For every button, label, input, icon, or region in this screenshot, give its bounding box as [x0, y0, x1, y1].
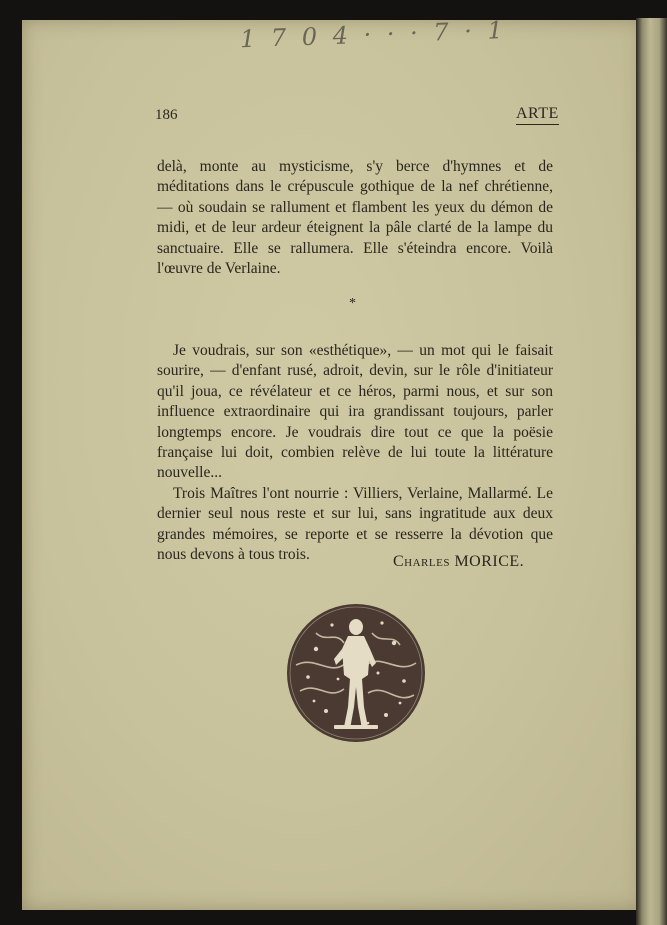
page-number: 186: [155, 107, 178, 123]
pencil-margin-note: 1 7 0 4 · · · 7 · 1: [239, 15, 508, 54]
vignette-svg: [286, 603, 426, 743]
text-block-continuation: [157, 157, 553, 279]
section-separator: *: [349, 296, 356, 311]
signature-first-name: Charles: [393, 553, 450, 570]
paragraph-trois-maitres: Trois Maîtres l'ont nourrie : Villiers, Verlaine, Mallarmé. Le dernier seul nous reste et sur lui, sans ingratitude aux deux grandes mémoires, se reporte et se resserre la dévotion que nous devons à tous trois.: [157, 484, 553, 564]
paragraph-continuation: delà, monte au mysticisme, s'y berce d'hymnes et de méditations dans le crépuscule gothique de la nef chrétienne, — où soudain se rallument et flambent les yeux du démon de midi, et de leur ardeur éteignent la pâle clarté de la lampe du sanctuaire. Elle se rallumera. Elle s'éteindra encore. Voilà l'œuvre de Verlaine.: [157, 158, 553, 278]
vignette-emblem-icon: [286, 603, 426, 743]
signature-last-name: MORICE.: [454, 553, 525, 570]
text-block-closing: [157, 341, 553, 565]
next-page-edge: [636, 18, 667, 925]
author-signature: [393, 553, 524, 571]
running-title: ARTE: [516, 105, 559, 125]
paragraph-esthetique: Je voudrais, sur son «esthétique», — un mot qui le faisait sourire, — d'enfant rusé, adroit, devin, sur le rôle d'initiateur qu'il joua, ce révélateur et ce héros, parmi nous, et sur son influence extraordinaire qui ira grandissant toujours, parler longtemps encore. Je voudrais dire tout ce que la poësie française lui doit, combien relève de lui toute la littérature nouvelle...: [157, 342, 553, 482]
